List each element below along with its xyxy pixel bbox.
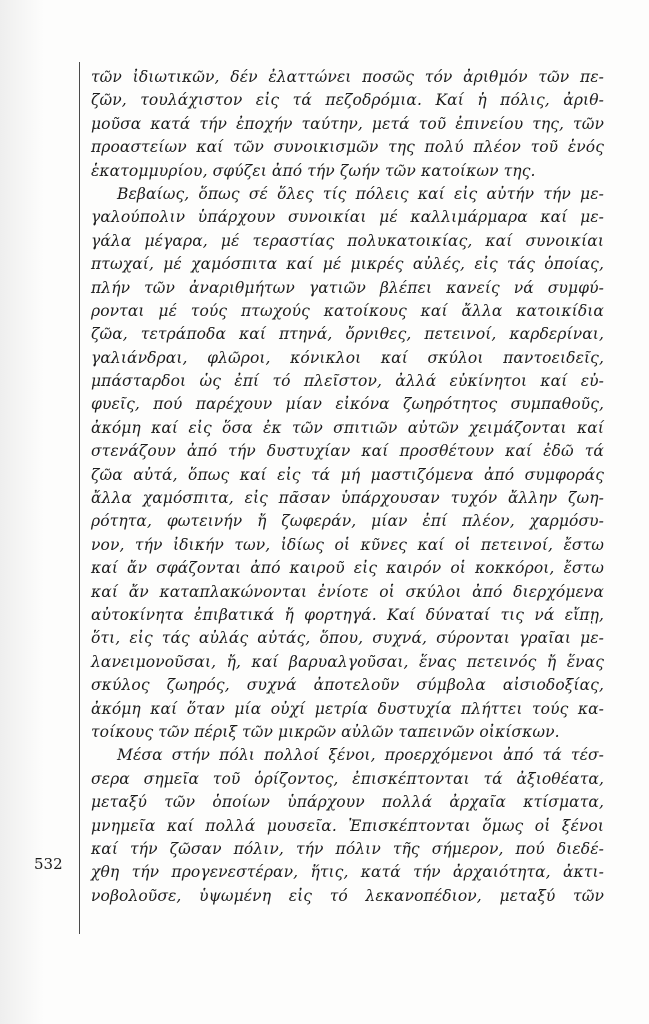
text-line: λανειμονοῦσαι, ἤ, καί βαρυαλγοῦσαι, ἕνας πετεινός ἤ ἕνας (91, 652, 604, 671)
text-line: μνημεῖα καί πολλά μουσεῖα. Ἐπισκέπτονται ὅμως οἱ ξένοι (91, 816, 604, 835)
text-line: καί ἄν σφάζονται ἀπό καιροῦ εἰς καιρόν οἱ κοκκόροι, ἔστω (91, 559, 604, 578)
paragraph-start-line: Μέσα στήν πόλι πολλοί ξένοι, προερχόμενοι ἀπό τά τέσ- (117, 746, 604, 765)
text-line: ἄλλα χαμόσπιτα, εἰς πᾶσαν ὑπάρχουσαν τυχόν ἄλλην ζωη- (91, 489, 604, 508)
text-line: νοβολοῦσε, ὑψωμένη εἰς τό λεκανοπέδιον, μεταξύ τῶν (91, 886, 604, 905)
text-line: ἀκόμη καί εἰς ὅσα ἐκ τῶν σπιτιῶν αὐτῶν χειμάζονται καί (91, 418, 604, 437)
text-line: μπάσταρδοι ὡς ἐπί τό πλεῖστον, ἀλλά εὐκίνητοι καί εὐ- (91, 372, 604, 391)
paragraph-start-line: Βεβαίως, ὅπως σέ ὅλες τίς πόλεις καί εἰς αὐτήν τήν με- (117, 184, 604, 203)
text-line: σκύλος ζωηρός, συχνά ἀποτελοῦν σύμβολα αἰσιοδοξίας, (91, 676, 604, 695)
text-line: σερα σημεῖα τοῦ ὁρίζοντος, ἐπισκέπτονται τά ἀξιοθέατα, (91, 769, 604, 788)
text-line: ἀκόμη καί ὅταν μία οὐχί μετρία δυστυχία πλήττει τούς κα- (91, 699, 604, 718)
text-line: στενάζουν ἀπό τήν δυστυχίαν καί προσθέτουν καί ἐδῶ τά (91, 442, 604, 461)
text-line: ζῶα, τετράποδα καί πτηνά, ὄρνιθες, πετεινοί, καρδερίναι, (91, 325, 604, 344)
text-line: ζῶα αὐτά, ὅπως καί εἰς τά μή μαστιζόμενα ἀπό συμφοράς (91, 465, 604, 484)
text-line: αὐτοκίνητα ἐπιβατικά ἤ φορτηγά. Καί δύναταί τις νά εἴπῃ, (91, 605, 604, 624)
text-line: καί ἄν καταπλακώνονται ἐνίοτε οἱ σκύλοι ἀπό διερχόμενα (91, 582, 604, 601)
margin-rule (79, 62, 80, 934)
text-line: μεταξύ τῶν ὁποίων ὑπάρχουν πολλά ἀρχαῖα κτίσματα, (91, 793, 604, 812)
text-line: προαστείων καί τῶν συνοικισμῶν της πολύ πλέον τοῦ ἑνός (91, 138, 604, 157)
page-number: 532 (34, 855, 63, 873)
text-line: γάλα μέγαρα, μέ τεραστίας πολυκατοικίας, καί συνοικίαι (91, 231, 604, 250)
text-line: ρότητα, φωτεινήν ἤ ζωφεράν, μίαν ἐπί πλέον, χαρμόσυ- (91, 512, 604, 531)
text-line: νον, τήν ἰδικήν των, ἰδίως οἱ κῦνες καί οἱ πετεινοί, ἔστω (91, 535, 604, 554)
text-line: μοῦσα κατά τήν ἐποχήν ταύτην, μετά τοῦ ἐπινείου της, τῶν (91, 114, 604, 133)
text-line: ρονται μέ τούς πτωχούς κατοίκους καί ἄλλα κατοικίδια (91, 301, 604, 320)
text-line: φυεῖς, πού παρέχουν μίαν εἰκόνα ζωηρότητος συμπαθοῦς, (91, 395, 604, 414)
text-line: γαλούπολιν ὑπάρχουν συνοικίαι μέ καλλιμάρμαρα καί με- (91, 208, 604, 227)
text-line: ζῶν, τουλάχιστον εἰς τά πεζοδρόμια. Καί ἡ πόλις, ἀριθ- (91, 91, 604, 110)
text-line: τῶν ἰδιωτικῶν, δέν ἐλαττώνει ποσῶς τόν ἀριθμόν τῶν πε- (91, 68, 604, 86)
text-line: καί τήν ζῶσαν πόλιν, τήν πόλιν τῆς σήμερον, πού διεδέ- (91, 839, 604, 858)
text-line: χθη τήν προγενεστέραν, ἥτις, κατά τήν ἀρχαιότητα, ἀκτι- (91, 863, 604, 882)
text-line: ἑκατομμυρίου, σφύζει ἀπό τήν ζωήν τῶν κατοίκων της. (91, 161, 536, 180)
body-text (91, 66, 604, 908)
text-line: ὅτι, εἰς τάς αὐλάς αὐτάς, ὅπου, συχνά, σύρονται γραῖαι με- (91, 629, 604, 648)
text-line: τοίκους τῶν πέριξ τῶν μικρῶν αὐλῶν ταπεινῶν οἰκίσκων. (91, 722, 560, 741)
text-line: γαλιάνδραι, φλῶροι, κόνικλοι καί σκύλοι παντοειδεῖς, (91, 348, 604, 367)
text-line: πλήν τῶν ἀναριθμήτων γατιῶν βλέπει κανείς νά συμφύ- (91, 278, 604, 297)
text-line: πτωχαί, μέ χαμόσπιτα καί μέ μικρές αὐλές, εἰς τάς ὁποίας, (91, 255, 604, 274)
